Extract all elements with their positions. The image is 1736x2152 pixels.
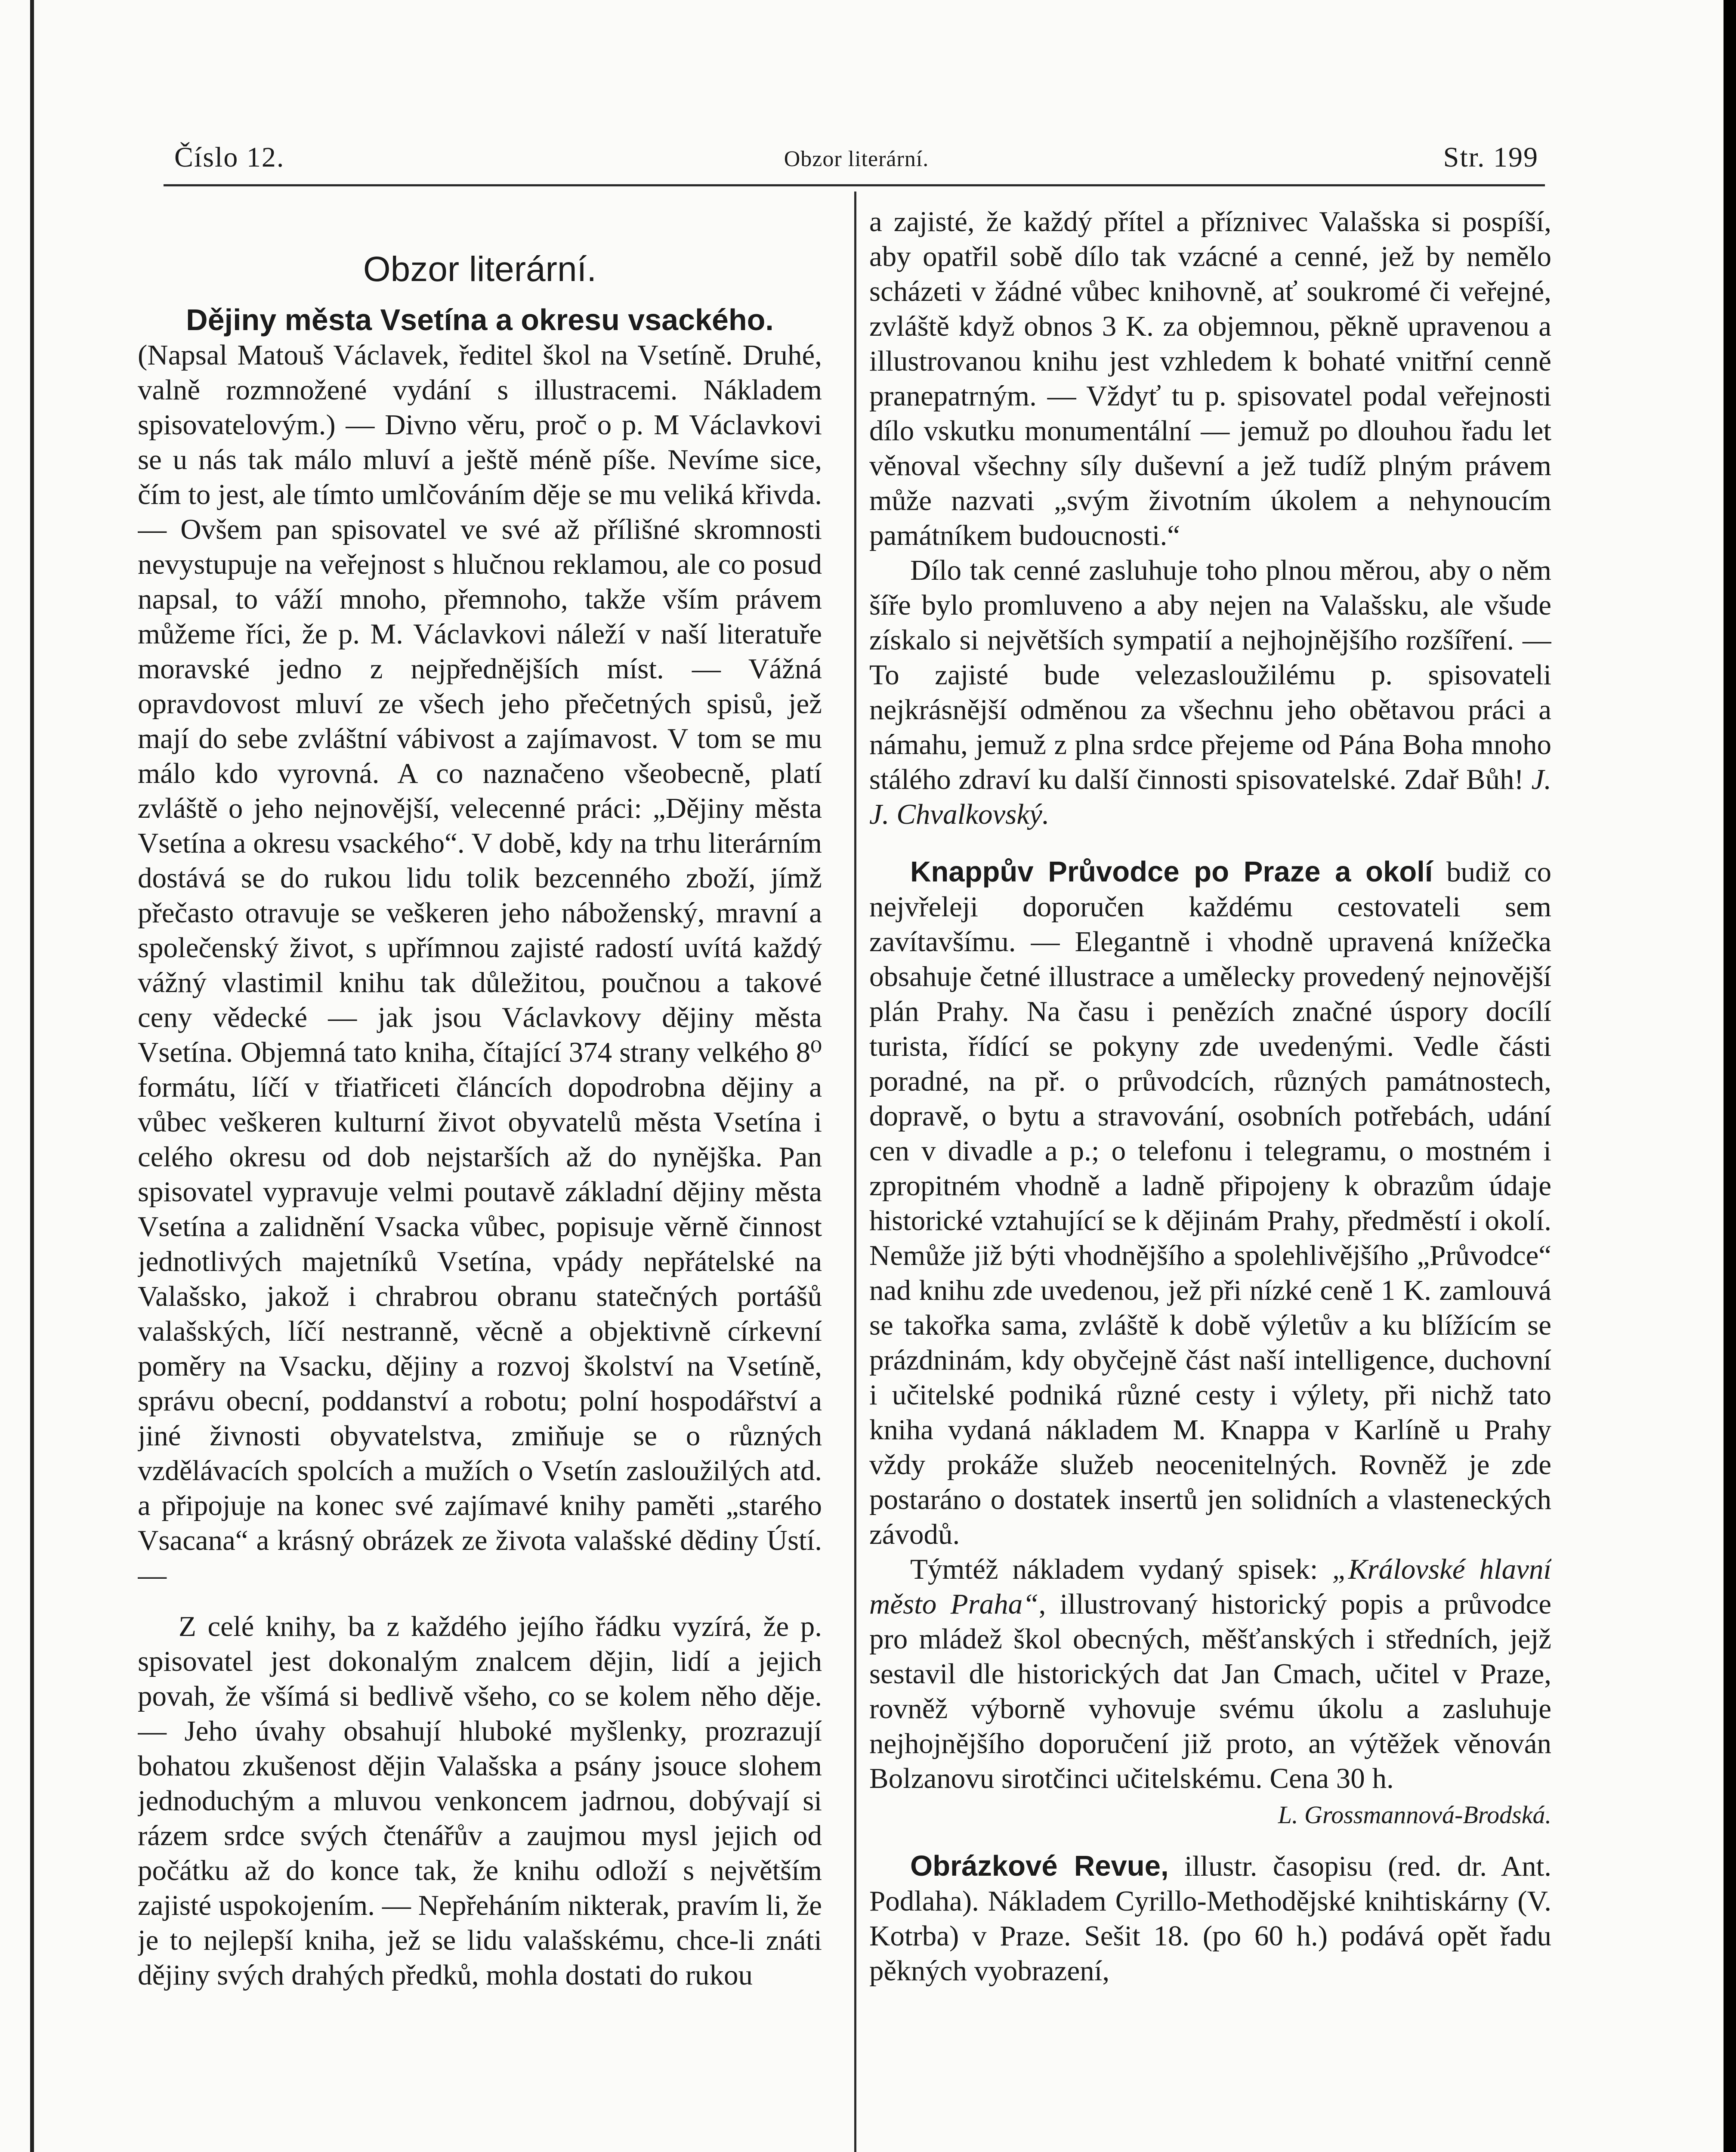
issue-number: Číslo 12. — [174, 142, 285, 173]
article-paragraph — [869, 553, 1551, 832]
header-title: Obzor literární. — [784, 147, 929, 171]
left-column — [138, 202, 822, 2152]
paragraph-text: Týmtéž nákladem vydaný spisek: — [910, 1553, 1332, 1585]
article-title-knapp: Knappův Průvodce po Praze a okolí — [910, 856, 1433, 888]
header-rule — [164, 184, 1545, 186]
paragraph-text: , illustrovaný historický popis a průvodce pro mládež škol obecných, měšťanských i středních, jejž sestavil dle historických dat Jan Cmach, učitel v Praze, rovněž výborně vyhovuje svému úkolu a zasluhuje nejhojnějšího doporučení již proto, an výtěžek věnován Bolzanovu sirotčinci učitelskému. Cena 30 h. — [869, 1588, 1551, 1794]
binding-edge — [30, 0, 34, 2152]
section-title: Obzor literární. — [363, 250, 597, 289]
article-paragraph: (Napsal Matouš Václavek, ředitel škol na Vsetíně. Druhé, valně rozmnožené vydání s illustracemi. Nákladem spisovatelovým.) — Divno věru, proč o p. M Václavkovi se u nás tak málo mluví a ještě méně píše. Nevíme sice, čím to jest, ale tímto umlčováním děje se mu veliká křivda. — Ovšem pan spisovatel ve své až přílišné skromnosti nevystupuje na veřejnost s hlučnou reklamou, ale co posud napsal, to váží mnoho, přemnoho, takže vším právem můžeme říci, že p. M. Václavkovi náleží v naší literatuře moravské jedno z nejpřednějších míst. — Vážná opravdovost mluví ze všech jeho přečetných spisů, jež mají do sebe zvláštní vábivost a zajímavost. V tom se mu málo kdo vyrovná. A co naznačeno všeobecně, platí zvláště o jeho nejnovější, velecenné práci: „Dějiny města Vsetína a okresu vsackého“. V době, kdy na trhu literárním dostává se do rukou lidu tolik bezcenného zboží, jímž přečasto otravuje se veškeren jeho náboženský, mravní a společenský život, s upřímnou zajisté radostí uvítá každý vážný vlastimil knihu tak důležitou, poučnou a takové ceny vědecké — jak jsou Václavkovy dějiny města Vsetína. Objemná tato kniha, čítající 374 strany velkého 8⁰ formátu, líčí v třiatřiceti článcích dopodrobna dějiny a vůbec veškeren kulturní život obyvatelů města Vsetína i celého okresu od dob nejstarších až do nynějška. Pan spisovatel vypravuje velmi poutavě základní dějiny města Vsetína a zalidnění Vsacka vůbec, popisuje věrně činnost jednotlivých majetníků Vsetína, vpády nepřátelské na Valašsko, jakož i chrabrou obranu statečných portášů valašských, líčí nestranně, věcně a objektivně církevní poměry na Vsacku, dějiny a rozvoj školství na Vsetíně, správu obecní, poddanství a robotu; polní hospodářství a jiné živnosti obyvatelstva, zmiňuje se o různých vzdělávacích spolcích a mužích o Vsetín zasloužilých atd. a připojuje na konec své zajímavé knihy paměti „starého Vsacana“ a krásný obrázek ze života valašské dědiny Ústí. — — [138, 339, 822, 1591]
article-title-vsetin: Dějiny města Vsetína a okresu vsackého. — [186, 303, 774, 337]
article-paragraph — [869, 854, 1551, 1552]
paragraph-text: illustr. časopisu (red. dr. Ant. Podlaha). Nákladem Cyrillo-Methodějské knihtiskárny (V. Kotrba) v Praze. Sešit 18. (po 60 h.) podává opět řadu pěkných vyobrazení, — [869, 1850, 1551, 1987]
book-title: „Královské hlavní město Praha“ — [869, 1553, 1551, 1620]
running-header — [174, 137, 1538, 184]
paragraph-text: Dílo tak cenné zasluhuje toho plnou měrou, aby o něm šíře bylo promluveno a aby nejen na Valašsku, ale všude získalo si největších sympatií a nejhojnějšího rozšíření. — To zajisté bude velezasloužilému p. spisovateli nejkrásnější odměnou za všechnu jeho obětavou práci a námahu, jemuž z plna srdce přejeme od Pána Boha mnoho stálého zdraví ku další činnosti spisovatelské. Zdař Bůh! — [869, 554, 1551, 795]
signature-grossmannova: L. Grossmannová-Brodská. — [1278, 1801, 1551, 1829]
article-paragraph — [869, 1849, 1551, 1988]
paragraph-gap — [869, 832, 1551, 854]
signature-chvalkovsky: J. J. Chvalkovský. — [869, 764, 1551, 830]
article-title-revue: Obrázkové Revue, — [910, 1850, 1169, 1882]
page-number: Str. 199 — [1443, 142, 1538, 173]
paragraph-gap — [869, 1832, 1551, 1849]
article-paragraph — [869, 1552, 1551, 1796]
paragraph-gap — [138, 1593, 822, 1609]
article-paragraph: Z celé knihy, ba z každého jejího řádku vyzírá, že p. spisovatel jest dokonalým znalcem dějin, lidí a jejich povah, že všímá si bedlivě všeho, co se kolem něho děje. — Jeho úvahy obsahují hluboké myšlenky, prozrazují bohatou zkušenost dějin Valašska a psány jsouce slohem jednoduchým a mluvou venkoncem jadrnou, dobývají si rázem srdce svých čtenářův a zaujmou mysl jejich od počátku až do konce tak, že knihu odloží s největším zajisté uspokojením. — Nepřeháním nikterak, pravím li, že je to nejlepší kniha, jež se lidu valašskému, chce-li znáti dějiny svých drahých předků, mohla dostati do rukou — [138, 1611, 822, 1991]
paragraph-text: budiž co nejvřeleji doporučen každému cestovateli sem zavítavšímu. — Elegantně i vhodně upravená knížečka obsahuje četné illustrace a umělecky provedený nejnovější plán Prahy. Na času i penězích značné úspory docílí turista, řídící se pokyny zde uvedenými. Vedle části poradné, na př. o průvodcích, různých památnostech, dopravě, o bytu a stravování, osobních potřebách, udání cen v divadle a p.; o telefonu i telegramu, o mostném i zpropitném vhodně a ladně připojeny k obrazům údaje historické vztahující se k dějinám Prahy, předměstí i okolí. Nemůže již býti vhodnějšího a spolehlivějšího „Průvodce“ nad knihu zde uvedenou, jež při nízké ceně 1 K. zamlouvá se takořka sama, zvláště k době výletův a ku blížícím se prázdninám, kdy obyčejně část naší intelligence, duchovní i učitelské podniká různé cesty i výlety, při nichž tato kniha vydaná nákladem M. Knappa v Karlíně u Prahy vždy prokáže služeb neocenitelných. Rovněž je zde postaráno o dostatek insertů jen solidních a vlasteneckých závodů. — [869, 856, 1551, 1550]
column-divider — [854, 192, 856, 2152]
right-column — [869, 204, 1551, 2152]
article-paragraph: a zajisté, že každý přítel a příznivec Valašska si pospíší, aby opatřil sobě dílo tak vzácné a cenné, jež by nemělo scházeti v žádné vůbec knihovně, ať soukromé či veřejné, zvláště když obnos 3 K. za objemnou, pěkně upravenou a illustrovanou knihu jest vzhledem k bohaté vnitřní cenně pranepatrným. — Vždyť tu p. spisovatel podal veřejnosti dílo vskutku monumentální — jemuž po dlouhou řadu let věnoval všechny síly duševní a jež tudíž plným právem může nazvati „svým životním úkolem a nehynoucím památníkem budoucnosti.“ — [869, 206, 1551, 551]
